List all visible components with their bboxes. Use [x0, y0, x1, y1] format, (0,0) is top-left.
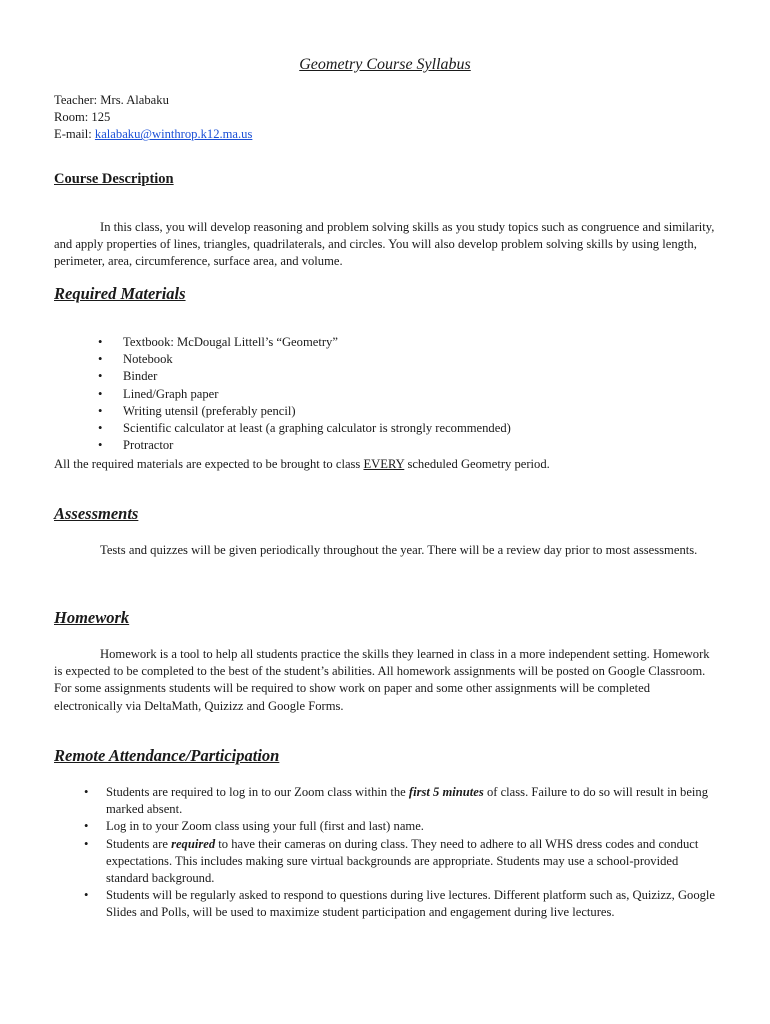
homework-text: Homework is a tool to help all students practice the skills they learned in class in a more independent setting. Homework is expected to be completed to the best of the student’s abilities. All homework assignments will be posted on Google Classroom. For some assignments students will be required to show work on paper and some other assignments will be completed electronically via DeltaMath, Quizizz and Google Forms. [54, 647, 710, 713]
course-description-heading: Course Description [54, 171, 174, 187]
materials-note-text-end: scheduled Geometry period. [404, 457, 550, 471]
list-item [84, 836, 720, 888]
rule-text-end: to have their cameras on during class. They need to adhere to all WHS dress codes and conduct expectations. This includes making sure virtual backgrounds are appropriate. Students may use a school-provided standard background. [106, 836, 699, 886]
homework-heading: Homework [54, 608, 130, 627]
rule-emphasis: first 5 minutes [408, 785, 484, 799]
list-item: • Log in to your Zoom class using your full (first and last) name. [84, 818, 720, 835]
assessments-heading: Assessments [54, 504, 139, 523]
list-item: • Students will be regularly asked to respond to questions during live lectures. Different platform such as, Quizizz, Google Slides and Polls, will be used to maximize student participation and engagement during live lectures. [84, 887, 720, 921]
materials-note-text: All the required materials are expected to be brought to class [54, 457, 364, 471]
materials-note [54, 456, 719, 473]
teacher-line: Teacher: Mrs. Alabaku [54, 93, 169, 107]
rule-emphasis: required [171, 836, 216, 851]
materials-list [98, 334, 511, 454]
page-title: Geometry Course Syllabus [299, 56, 471, 73]
list-item [84, 784, 720, 818]
email-link[interactable]: kalabaku@winthrop.k12.ma.us [94, 127, 253, 142]
remote-rules-list [84, 784, 720, 922]
list-item: • Binder [98, 368, 511, 385]
room-line: Room: 125 [54, 110, 111, 125]
rule-text: Students are [106, 836, 172, 851]
list-item: • Protractor [98, 437, 511, 454]
list-item: • Writing utensil (preferably pencil) [98, 403, 511, 420]
assessments-text: Tests and quizzes will be given periodically throughout the year. There will be a review day prior to most assessments. [100, 543, 698, 557]
list-item: • Notebook [98, 351, 511, 368]
required-materials-heading: Required Materials [54, 284, 186, 303]
list-item: • Textbook: McDougal Littell’s “Geometry” [98, 334, 511, 351]
contact-info [54, 92, 719, 144]
list-item: • Scientific calculator at least (a graphing calculator is strongly recommended) [98, 420, 511, 437]
rule-text-end: of class. Failure to do so will result in being marked absent. [106, 785, 709, 817]
materials-note-emphasis: EVERY [363, 457, 405, 471]
remote-attendance-heading: Remote Attendance/Participation [54, 746, 280, 765]
email-label: E-mail: [54, 127, 95, 142]
email-line [54, 126, 719, 143]
list-item: • Lined/Graph paper [98, 386, 511, 403]
course-description-text: In this class, you will develop reasoning and problem solving skills as you study topics such as congruence and similarity, and apply properties of lines, triangles, quadrilaterals, and circles. You will also develop problem solving skills by using length, perimeter, area, circumference, surface area, and volume. [54, 220, 715, 269]
rule-text: Students are required to log in to our Zoom class within the [106, 785, 409, 799]
